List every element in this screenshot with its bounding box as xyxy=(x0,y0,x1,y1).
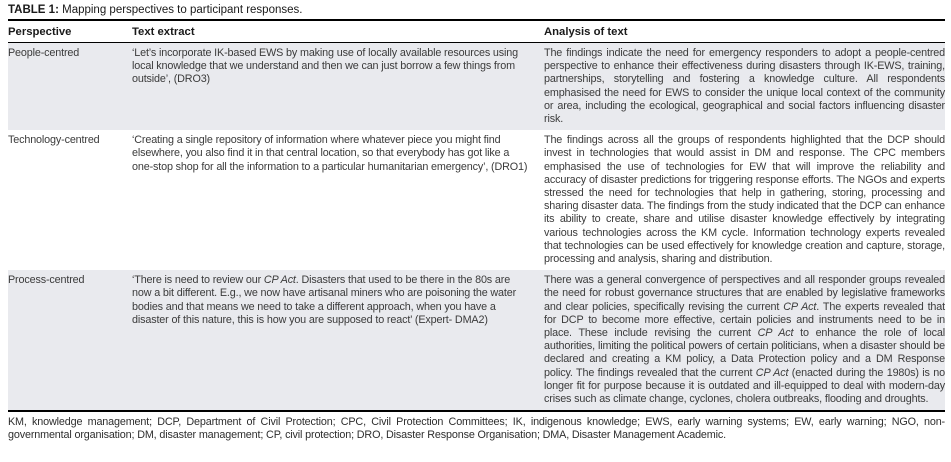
text-extract-cell: ‘There is need to review our CP Act. Disasters that used to be there in the 80s are now a bit different. E.g., we now have artisanal miners who are poisoning the water bodies and that means we need to take a different approach, when you have a disaster of this nature, this is how you are supposed to react’ (Expert- DMA2) xyxy=(132,274,517,326)
table-title-text: Mapping perspectives to participant responses. xyxy=(62,4,303,16)
analysis-cell: There was a general convergence of perspectives and all responder groups revealed the need for robust governance structures that are enabled by legislative frameworks and clear policies, specifically revising the current CP Act. The experts revealed that for DCP to become more effective, certain policies and instruments need to be in place. These include revising the current CP Act to enhance the role of local authorities, limiting the political powers of certain politicians, when a disaster should be declared and creating a KM policy, a Data Protection policy and a DM Response policy. The findings revealed that the current CP Act (enacted during the 1980s) is no longer fit for purpose because it is outdated and ill-equipped to deal with modern-day crises such as climate change, cyclones, cholera outbreaks, flooding and droughts. xyxy=(544,274,945,406)
text-extract-cell: ‘Let’s incorporate IK-based EWS by making use of locally available resources using local knowledge that we understand and then we can just borrow a few things from outside’, (DRO3) xyxy=(132,47,518,86)
column-header-text-extract: Text extract xyxy=(132,26,195,38)
table-header-row xyxy=(8,21,945,42)
column-header-analysis: Analysis of text xyxy=(544,26,628,38)
perspective-cell: People-centred xyxy=(8,47,80,59)
table-body xyxy=(8,43,945,410)
table-row xyxy=(8,130,945,270)
table-title xyxy=(8,3,945,17)
analysis-cell: The findings across all the groups of respondents highlighted that the DCP should invest in technologies that would assist in DM and response. The CPC members emphasised the use of technologies for EW that will improve the reliability and accuracy of disaster predictions for triggering response efforts. The NGOs and experts stressed the need for technologies that help in gathering, storing, processing and sharing disaster data. The findings from the study indicated that the DCP can enhance its ability to create, share and utilise disaster knowledge effectively by integrating various technologies across the KM cycle. Information technology experts revealed that technologies can be used effectively for knowledge creation and capture, storage, processing and analysis, sharing and distribution. xyxy=(544,134,945,266)
table-title-label: TABLE 1: xyxy=(8,4,59,16)
column-header-perspective: Perspective xyxy=(8,26,72,38)
table-footnote: KM, knowledge management; DCP, Department of Civil Protection; CPC, Civil Protection Committees; IK, indigenous knowledge; EWS, early warning systems; EW, early warning; NGO, non-governmental organisation; DM, disaster management; CP, civil protection; DRO, Disaster Response Organisation; DMA, Disaster Management Academic. xyxy=(8,416,945,441)
table-row xyxy=(8,270,945,410)
perspective-cell: Process-centred xyxy=(8,274,85,287)
text-extract-cell: ‘Creating a single repository of information where whatever piece you might find elsewhere, you also find it in that central location, so that everybody has got like a one-stop shop for all the information to a particular humanitarian emergency’, (DRO1) xyxy=(132,134,528,173)
analysis-cell: The findings indicate the need for emergency responders to adopt a people-centred perspective to enhance their effectiveness during disasters through IK-EWS, training, partnerships, storytelling and fostering a knowledge culture. All respondents emphasised the need for EWS to consider the unique local context of the community or area, including the ecological, geographical and social factors influencing disaster risk. xyxy=(544,47,945,126)
perspective-cell: Technology-centred xyxy=(8,134,100,147)
table-row xyxy=(8,43,945,130)
